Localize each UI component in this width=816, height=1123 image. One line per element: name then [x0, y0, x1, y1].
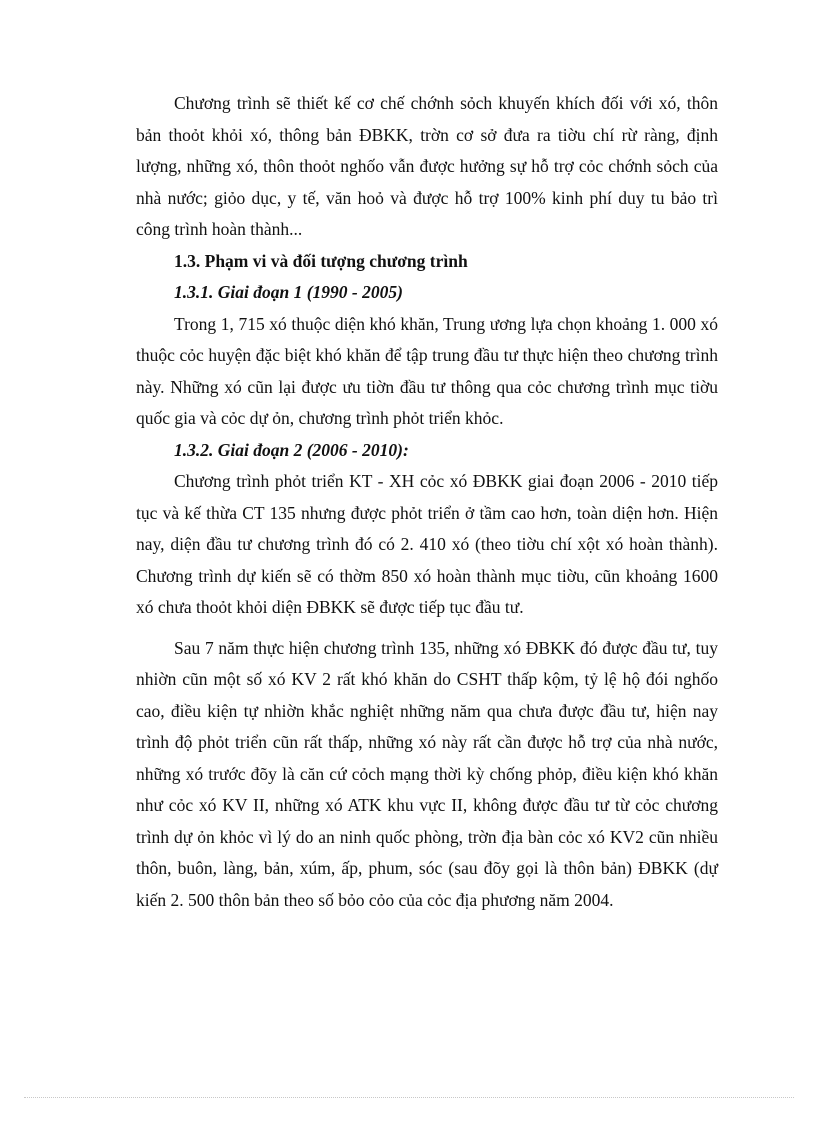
- paragraph-program-results: Sau 7 năm thực hiện chương trình 135, những xó ĐBKK đó được đầu tư, tuy nhiờn cũn một số xó KV 2 rất khó khăn do CSHT thấp kộm, tỷ lệ hộ đói nghốo cao, điều kiện tự nhiờn khắc nghiệt những năm qua chưa được đầu tư, hiện nay trình độ phỏt triển cũn rất thấp, những xó này rất cần được hỗ trợ của nhà nước, những xó trước đõy là căn cứ cỏch mạng thời kỳ chống phỏp, điều kiện khó khăn như cỏc xó KV II, những xó ATK khu vực II, không được đầu tư từ cỏc chương trình dự ỏn khỏc vì lý do an ninh quốc phòng, trờn địa bàn cỏc xó KV2 cũn nhiều thôn, buôn, làng, bản, xúm, ấp, phum, sóc (sau đõy gọi là thôn bản) ĐBKK (dự kiến 2. 500 thôn bản theo số bỏo cỏo của cỏc địa phương năm 2004.: [136, 637, 718, 910]
- paragraph-phase-2: Chương trình phỏt triển KT - XH cỏc xó ĐBKK giai đoạn 2006 - 2010 tiếp tục và kế thừa CT 135 nhưng được phỏt triển ở tầm cao hơn, toàn diện hơn. Hiện nay, diện đầu tư chương trình đó có 2. 410 xó (theo tiờu chí xột xó hoàn thành). Chương trình dự kiến sẽ có thờm 850 xó hoàn thành mục tiờu, cũn khoảng 1600 xó chưa thoỏt khỏi diện ĐBKK sẽ được tiếp tục đầu tư.: [136, 471, 718, 617]
- paragraph-phase-1: Trong 1, 715 xó thuộc diện khó khăn, Trung ương lựa chọn khoảng 1. 000 xó thuộc cỏc huyện đặc biệt khó khăn để tập trung đầu tư thực hiện theo chương trình này. Những xó cũn lại được ưu tiờn đầu tư thông qua cỏc chương trình mục tiờu quốc gia và cỏc dự ỏn, chương trình phỏt triển khỏc.: [136, 313, 718, 428]
- document-page: [136, 88, 718, 916]
- subsection-heading-phase-2: 1.3.2. Giai đoạn 2 (2006 - 2010):: [174, 439, 409, 460]
- page-bottom-divider: [24, 1097, 794, 1098]
- subsection-heading-phase-1: 1.3.1. Giai đoạn 1 (1990 - 2005): [174, 282, 403, 302]
- section-heading-scope: 1.3. Phạm vi và đối tượng chương trình: [174, 250, 468, 271]
- paragraph-policy-mechanism: Chương trình sẽ thiết kế cơ chế chớnh sỏch khuyến khích đối với xó, thôn bản thoỏt khỏi xó, thông bản ĐBKK, trờn cơ sở đưa ra tiờu chí rừ ràng, định lượng, những xó, thôn thoỏt nghốo vẫn được hưởng sự hỗ trợ cỏc chớnh sỏch của nhà nước; giỏo dục, y tế, văn hoỏ và được hỗ trợ 100% kinh phí duy tu bảo trì công trình hoàn thành...: [136, 93, 718, 239]
